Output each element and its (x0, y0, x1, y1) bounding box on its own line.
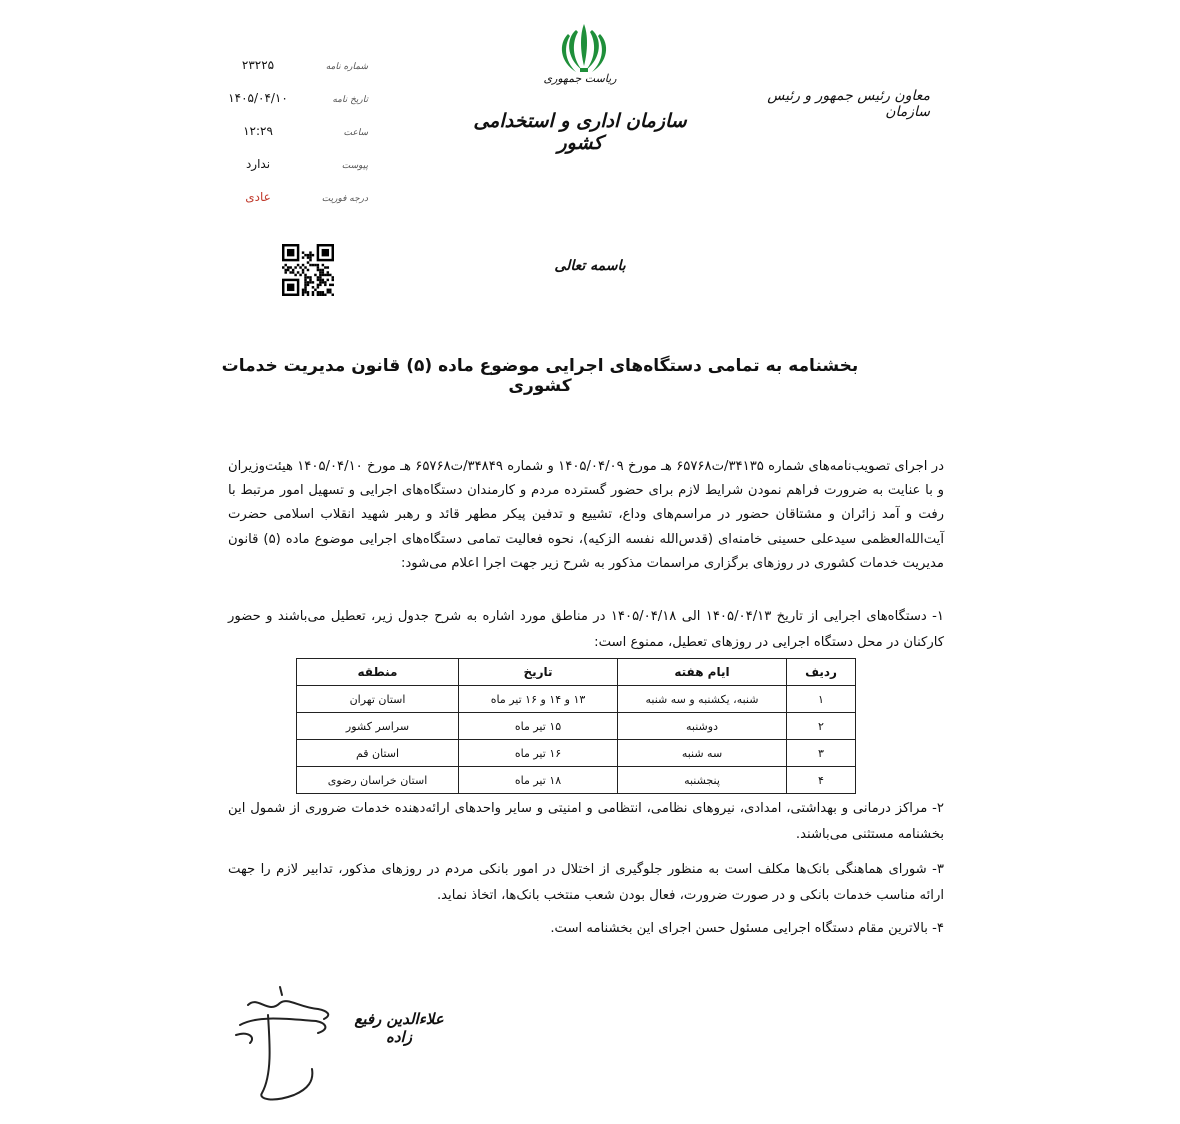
meta-value: ندارد (245, 157, 271, 171)
closure-table (296, 658, 856, 794)
table-cell: ۱ (787, 686, 856, 713)
table-cell: ۱۸ تیر ماه (459, 767, 618, 794)
col-header-weekday: ایام هفته (618, 659, 787, 686)
col-header-date: تاریخ (459, 659, 618, 686)
bismillah: باسمه تعالی (554, 258, 626, 274)
table-row (297, 713, 856, 740)
table-cell: سه شنبه (618, 740, 787, 767)
meta-label: ساعت (343, 128, 368, 138)
meta-priority (228, 190, 368, 210)
table-cell: استان خراسان رضوی (297, 767, 459, 794)
table-cell: ۱۳ و ۱۴ و ۱۶ تیر ماه (459, 686, 618, 713)
table-cell: پنجشنبه (618, 767, 787, 794)
document-title: بخشنامه به تمامی دستگاه‌های اجرایی موضوع ماده (۵) قانون مدیریت خدمات کشوری (221, 356, 859, 396)
clause-4: ۴- بالاترین مقام دستگاه اجرایی مسئول حسن اجرای این بخشنامه است. (550, 921, 944, 936)
table-row (297, 740, 856, 767)
table-cell: شنبه، یکشنبه و سه شنبه (618, 686, 787, 713)
table-cell: ۳ (787, 740, 856, 767)
clause-2: ۲- مراکز درمانی و بهداشتی، امدادی، نیروهای نظامی، انتظامی و امنیتی و سایر واحدهای ارائه‌دهنده خدمات ضروری از شمول این بخشنامه مستثنی می‌باشند. (228, 801, 944, 842)
intro-paragraph: در اجرای تصویب‌نامه‌های شماره ۳۴۱۳۵/ت۶۵۷۶۸ هـ مورخ ۱۴۰۵/۰۴/۰۹ و شماره ۳۴۸۴۹/ت۶۵۷۶۸ هـ مورخ ۱۴۰۵/۰۴/۱۰ هیئت‌وزیران و با عنایت به ضرورت فراهم نمودن شرایط لازم برای حضور گسترده مردم و کارمندان دستگاه‌های اجرایی و تسهیل امور مرتبط با رفت و آمد زائران و مشتاقان حضور در مراسم‌های وداع، تشییع و تدفین پیکر مطهر قائد و رهبر شهید انقلاب اسلامی حضرت آیت‌الله‌العظمی سیدعلی حسینی خامنه‌ای (قدس‌الله نفسه الزکیه)، نحوه فعالیت تمامی دستگاه‌های اجرایی موضوع ماده (۵) قانون مدیریت خدمات کشوری در روزهای برگزاری مراسمات مذکور به شرح زیر جهت اجرا اعلام می‌شود: (228, 459, 945, 571)
table-cell: استان قم (297, 740, 459, 767)
col-header-region: منطقه (297, 659, 459, 686)
iran-emblem-icon (556, 20, 612, 76)
handwritten-signature (228, 985, 348, 1105)
meta-attachment (228, 157, 368, 177)
meta-value: ۱۲:۲۹ (243, 124, 273, 138)
qr-code-icon (282, 244, 334, 296)
table-header-row (297, 659, 856, 686)
meta-letter-date (228, 91, 368, 111)
table-cell: استان تهران (297, 686, 459, 713)
table-cell: ۲ (787, 713, 856, 740)
org-name: سازمان اداری و استخدامی کشور (473, 110, 687, 154)
meta-label: شماره نامه (325, 62, 368, 72)
meta-value: ۲۳۲۲۵ (241, 58, 275, 72)
meta-value-priority: عادی (245, 190, 271, 204)
deputy-title: معاون رئیس جمهور و رئیس سازمان (767, 88, 930, 120)
org-subtitle: ریاست جمهوری (543, 72, 617, 85)
table-row (297, 686, 856, 713)
table-cell: ۱۵ تیر ماه (459, 713, 618, 740)
clause-3: ۳- شورای هماهنگی بانک‌ها مکلف است به منظور جلوگیری از اختلال در امور بانکی مردم در روزهای مذکور، تدابیر لازم را جهت ارائه مناسب خدمات بانکی و در صورت ضرورت، فعال بودن شعب منتخب بانک‌ها، اتخاذ نماید. (228, 862, 944, 903)
meta-label: تاریخ نامه (332, 95, 368, 105)
meta-label: پیوست (341, 161, 368, 171)
table-cell: ۴ (787, 767, 856, 794)
table-cell: سراسر کشور (297, 713, 459, 740)
table-cell: دوشنبه (618, 713, 787, 740)
signatory-name: علاءالدین رفیع زاده (354, 1010, 444, 1046)
col-header-row-number: ردیف (787, 659, 856, 686)
meta-time (228, 124, 368, 144)
table-cell: ۱۶ تیر ماه (459, 740, 618, 767)
meta-value: ۱۴۰۵/۰۴/۱۰ (228, 91, 288, 105)
meta-letter-number (228, 58, 368, 78)
clause-1: ۱- دستگاه‌های اجرایی از تاریخ ۱۴۰۵/۰۴/۱۳ الی ۱۴۰۵/۰۴/۱۸ در مناطق مورد اشاره به شرح جدول زیر، تعطیل می‌باشند و حضور کارکنان در محل دستگاه اجرایی در روزهای تعطیل، ممنوع است: (228, 609, 944, 650)
meta-label: درجه فوریت (321, 194, 368, 204)
table-row (297, 767, 856, 794)
